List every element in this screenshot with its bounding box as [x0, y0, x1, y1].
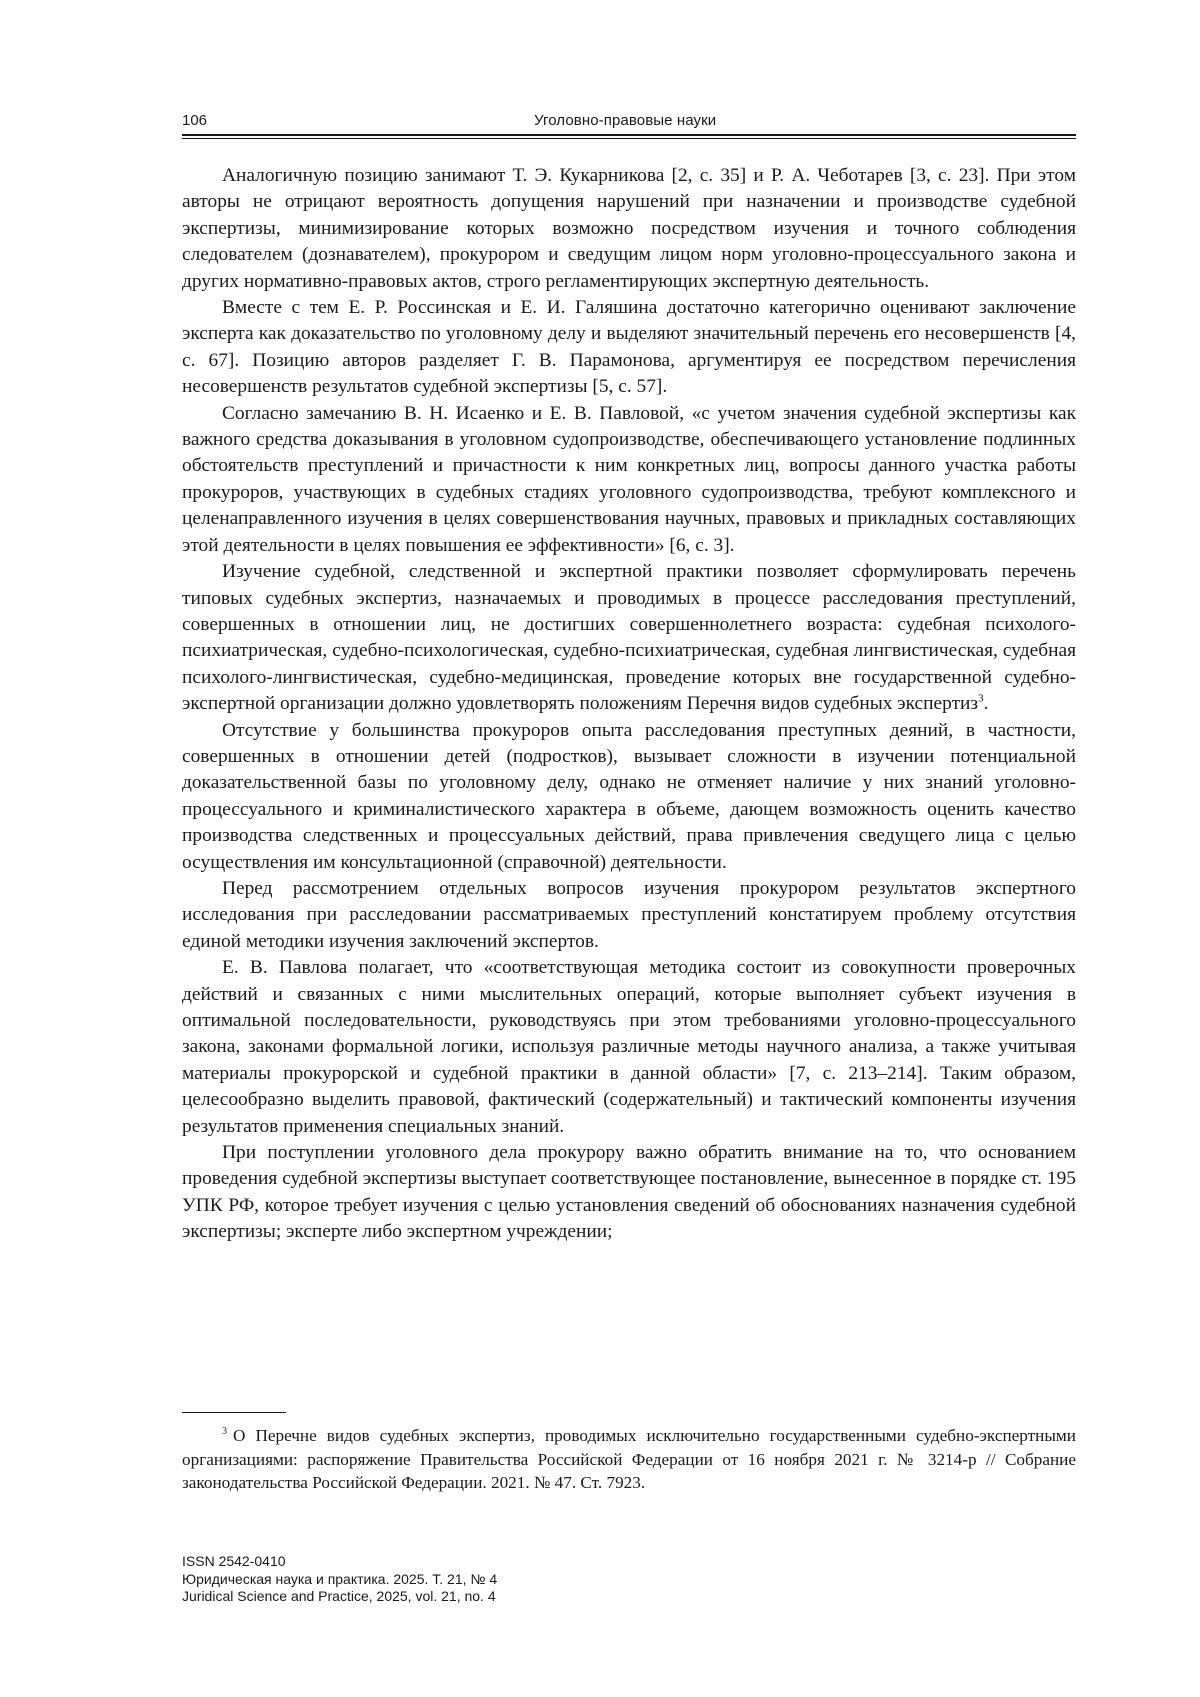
paragraph: При поступлении уголовного дела прокурору важно обратить внимание на то, что основанием проведения судебной экспертизы выступает соответствующее постановление, вынесенное в порядке ст. 195 УПК РФ, которое требует изучения с целью установления сведений об обоснованиях назначения судебной экспертизы; эксперте либо экспертном учреждении;: [182, 1142, 1076, 1243]
header-rule-thick: [182, 134, 1076, 136]
paragraph-end: .: [983, 693, 989, 715]
page-footer: [182, 1553, 782, 1606]
footnote: [182, 1424, 1076, 1495]
paragraph: [182, 559, 1076, 717]
paragraph: Вместе с тем Е. Р. Россинская и Е. И. Галяшина достаточно категорично оценивают заключение эксперта как доказательство по уголовному делу и выделяют значительный перечень его несовершенств [4, с. 67]. Позицию авторов разделяет Г. В. Парамонова, аргументируя ее посредством перечисления несовершенств результатов судебной экспертизы [5, с. 57].: [182, 297, 1076, 398]
footnote-reference[interactable]: 3: [978, 692, 984, 705]
journal-citation-en: Juridical Science and Practice, 2025, vol. 21, no. 4: [182, 1588, 496, 1604]
page-number: 106: [182, 112, 208, 129]
paragraph: Е. В. Павлова полагает, что «соответствующая методика состоит из совокупности проверочных действий и связанных с ними мыслительных операций, которые выполняет субъект изучения в оптимальной последовательности, руководствуясь при этом требованиями уголовно-процессуального закона, законами формальной логики, используя различные методы научного анализа, а также учитывая материалы прокурорской и судебной практики в данной области» [7, с. 213–214]. Таким образом, целесообразно выделить правовой, фактический (содержательный) и тактический компоненты изучения результатов применения специальных знаний.: [182, 957, 1076, 1137]
paragraph: Перед рассмотрением отдельных вопросов изучения прокурором результатов экспертного исследования при расследовании рассматриваемых преступлений констатируем проблему отсутствия единой методики изучения заключений экспертов.: [182, 877, 1076, 952]
issn: ISSN 2542-0410: [182, 1553, 286, 1569]
journal-citation-ru: Юридическая наука и практика. 2025. Т. 21, № 4: [182, 1570, 498, 1587]
running-header: [182, 112, 1076, 134]
paragraph: Аналогичную позицию занимают Т. Э. Кукарникова [2, с. 35] и Р. А. Чеботарев [3, с. 23]. При этом авторы не отрицают вероятность допущения нарушений при назначении и производстве судебной экспертизы, минимизирование которых возможно посредством изучения и точного соблюдения следователем (дознавателем), прокурором и сведущим лицом норм уголовно-процессуального закона и других нормативно-правовых актов, строго регламентирующих экспертную деятельность.: [182, 165, 1076, 292]
header-rule-thin: [182, 138, 1076, 139]
paragraph-text: Изучение судебной, следственной и экспертной практики позволяет сформулировать перечень типовых судебных экспертиз, назначаемых и проводимых в процессе расследования преступлений, совершенных в отношении лиц, не достигших совершеннолетнего возраста: судебная психолого-психиатрическая, судебно-психологическая, судебно-психиатрическая, судебная лингвистическая, судебная психолого-лингвистическая, судебно-медицинская, проведение которых вне государственной судебно-экспертной организации должно удовлетворять положениям Перечня видов судебных экспертиз: [182, 561, 1076, 715]
section-title: Уголовно-правовые науки: [534, 112, 717, 129]
footnote-marker: 3: [222, 1426, 227, 1438]
footnote-separator: [182, 1412, 286, 1413]
footnote-text: О Перечне видов судебных экспертиз, проводимых исключительно государственными судебно-экспертными организациями: распоряжение Правительства Российской Федерации от 16 ноября 2021 г. № 3214-р // Собрание законодательства Российской Федерации. 2021. № 47. Ст. 7923.: [182, 1426, 1076, 1492]
article-body: [182, 163, 1076, 1246]
paragraph: Отсутствие у большинства прокуроров опыта расследования преступных деяний, в частности, совершенных в отношении детей (подростков), вызывает сложности в изучении потенциальной доказательственной базы по уголовному делу, однако не отменяет наличие у них знаний уголовно-процессуального и криминалистического характера в объеме, дающем возможность оценить качество производства следственных и процессуальных действий, права привлечения сведущего лица с целью осуществления им консультационной (справочной) деятельности.: [182, 719, 1076, 873]
paragraph: Согласно замечанию В. Н. Исаенко и Е. В. Павловой, «с учетом значения судебной экспертизы как важного средства доказывания в уголовном судопроизводстве, обеспечивающего установление подлинных обстоятельств преступлений и причастности к ним конкретных лиц, вопросы данного участка работы прокуроров, участвующих в судебных стадиях уголовного судопроизводства, требуют комплексного и целенаправленного изучения в целях совершенствования научных, правовых и прикладных составляющих этой деятельности в целях повышения ее эффективности» [6, с. 3].: [182, 402, 1076, 556]
